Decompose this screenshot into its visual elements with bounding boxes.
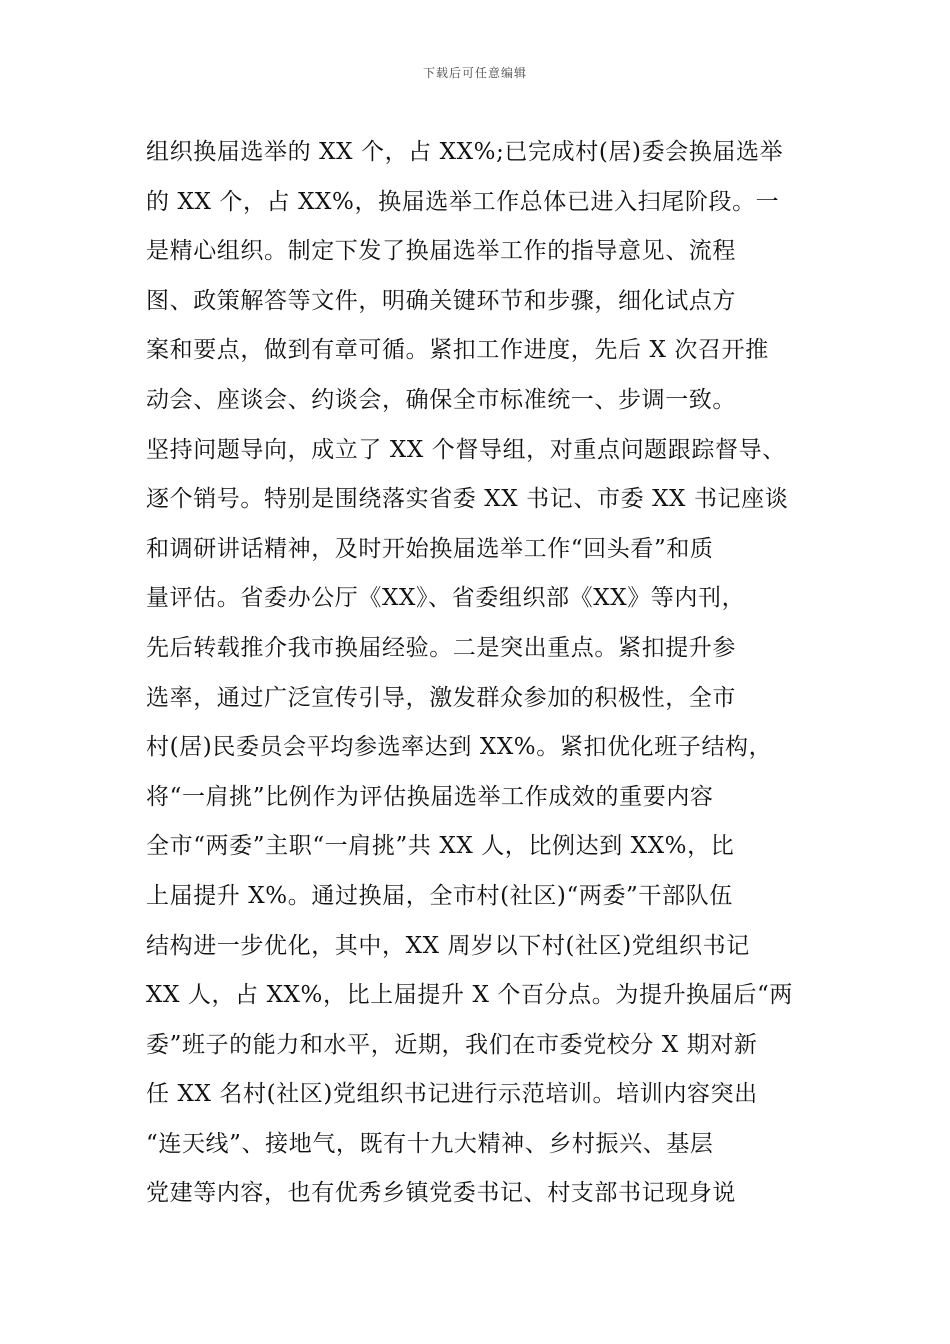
text-line: 先后转载推介我市换届经验。二是突出重点。紧扣提升参 — [146, 634, 736, 661]
text-line: 党建等内容，也有优秀乡镇党委书记、村支部书记现身说 — [146, 1180, 736, 1207]
text-line: 村(居)民委员会平均参选率达到 XX%。紧扣优化班子结构， — [146, 734, 773, 761]
text-line: 上届提升 X%。通过换届，全市村(社区)“两委”干部队伍 — [146, 882, 733, 909]
text-line: 委”班子的能力和水平，近期，我们在市委党校分 X 期对新 — [146, 1031, 758, 1058]
text-line: 将“一肩挑”比例作为评估换届选举工作成效的重要内容 — [146, 783, 714, 810]
text-line: 量评估。省委办公厅《XX》、省委组织部《XX》等内刊， — [146, 585, 746, 612]
text-line: 选率，通过广泛宣传引导，激发群众参加的积极性，全市 — [146, 684, 736, 711]
text-line: 动会、座谈会、约谈会，确保全市标准统一、步调一致。 — [146, 386, 736, 413]
text-line: 是精心组织。制定下发了换届选举工作的指导意见、流程 — [146, 238, 736, 265]
text-line: 坚持问题导向，成立了 XX 个督导组，对重点问题跟踪督导、 — [146, 436, 786, 463]
text-line: XX 人，占 XX%，比上届提升 X 个百分点。为提升换届后“两 — [146, 982, 793, 1009]
text-line: 逐个销号。特别是围绕落实省委 XX 书记、市委 XX 书记座谈 — [146, 486, 789, 513]
text-line: 的 XX 个，占 XX%，换届选举工作总体已进入扫尾阶段。一 — [146, 188, 780, 215]
text-line: 和调研讲话精神，及时开始换届选举工作“回头看”和质 — [146, 535, 714, 562]
text-line: 图、政策解答等文件，明确关键环节和步骤，细化试点方 — [146, 287, 736, 314]
page-header: 下载后可任意编辑 — [422, 66, 527, 80]
text-line: 组织换届选举的 XX 个，占 XX%;已完成村(居)委会换届选举 — [146, 139, 784, 165]
text-line: 结构进一步优化，其中，XX 周岁以下村(社区)党组织书记 — [146, 932, 750, 959]
text-line: 案和要点，做到有章可循。紧扣工作进度，先后 X 次召开推 — [146, 337, 769, 364]
text-line: “连天线”、接地气，既有十九大精神、乡村振兴、基层 — [146, 1130, 714, 1157]
text-line: 全市“两委”主职“一肩挑”共 XX 人，比例达到 XX%，比 — [146, 833, 735, 860]
body-text — [146, 128, 836, 1219]
text-line: 任 XX 名村(社区)党组织书记进行示范培训。培训内容突出 — [146, 1081, 758, 1108]
